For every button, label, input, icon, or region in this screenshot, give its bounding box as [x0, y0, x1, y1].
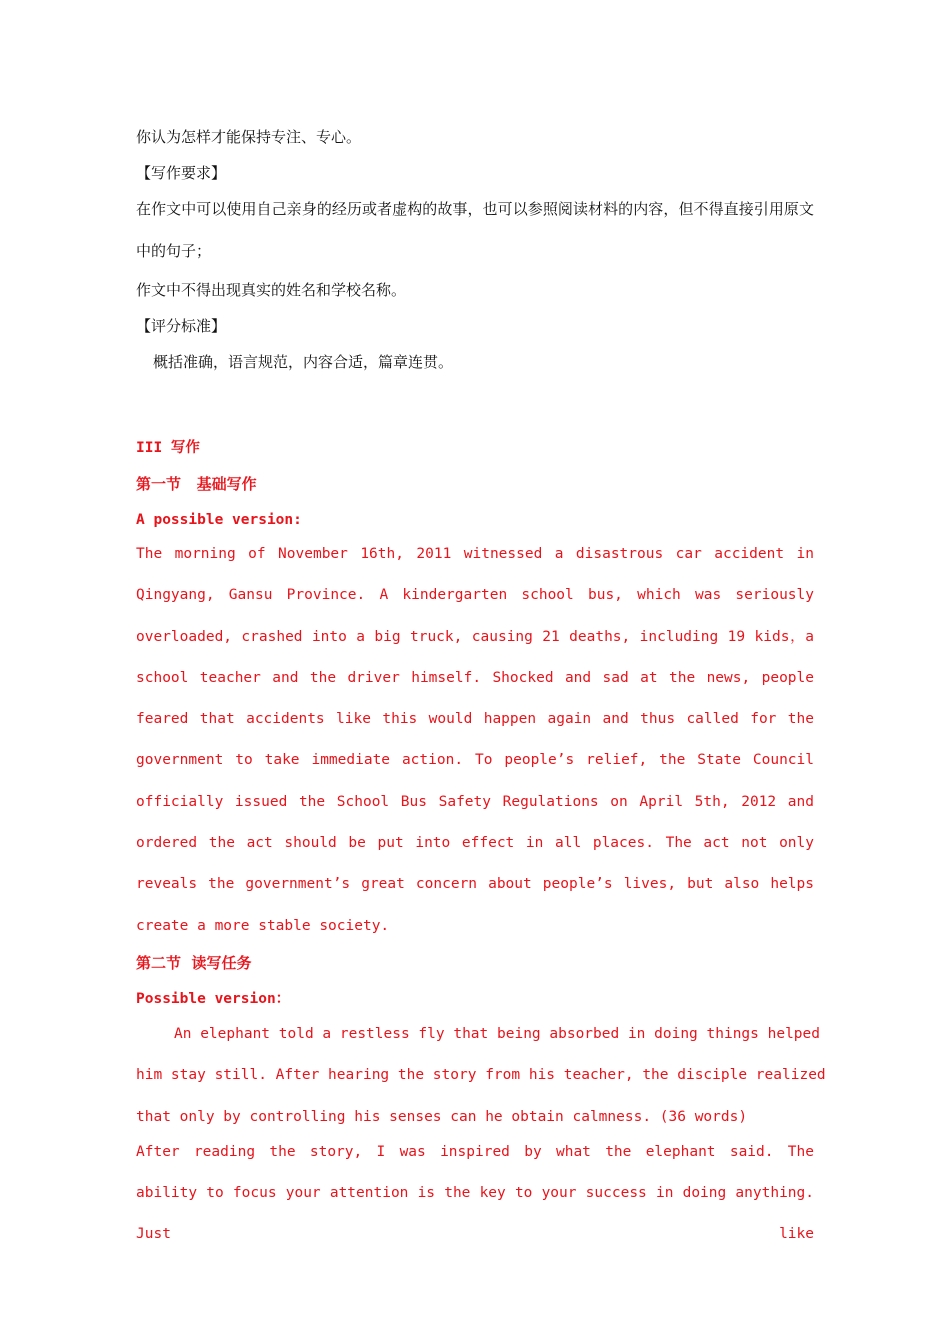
section-title: III 写作 [136, 440, 200, 456]
scoring-heading: 【评分标准】 [136, 317, 227, 335]
part1-label: A possible version: [136, 512, 302, 528]
requirement-1: 在作文中可以使用自己亲身的经历或者虚构的故事，也可以参照阅读材料的内容，但不得直接引用原文中的句子； [136, 200, 814, 260]
requirements-heading: 【写作要求】 [136, 164, 227, 182]
part2-essay: After reading the story, I was inspired by what the elephant said. The ability to focus your attention is the key to your success in doing anything. Just like [136, 1143, 814, 1243]
summary-line: An elephant told a restless fly that being absorbed in doing things helped [174, 1025, 821, 1042]
requirement-2: 作文中不得出现真实的姓名和学校名称。 [136, 281, 407, 299]
summary-line: that only by controlling his senses can he obtain calmness. (36 words) [136, 1108, 748, 1125]
document-page [136, 122, 826, 1256]
part2-summary [136, 1014, 826, 1138]
scoring-text: 概括准确，语言规范，内容合适，篇章连贯。 [153, 353, 454, 371]
prompt-line: 你认为怎样才能保持专注、专心。 [136, 128, 362, 146]
summary-line: him stay still. After hearing the story from his teacher, the disciple realized [136, 1067, 826, 1084]
part2-title: 第二节 读写任务 [136, 953, 252, 972]
part1-model-essay: The morning of November 16th, 2011 witnessed a disastrous car accident in Qingyang, Gansu Province. A kindergarten school bus, which was seriously overloaded, crashed into a big truck, causing 21 deaths, including 19 kids，a school teacher and the driver himself. Shocked and sad at the news, people feared that accidents like this would happen again and thus called for the government to take immediate action. To people’s relief, the State Council officially issued the School Bus Safety Regulations on April 5th, 2012 and ordered the act should be put into effect in all places. The act not only reveals the government’s great concern about people’s lives, but also helps create a more stable society. [136, 546, 814, 934]
part1-title: 第一节 基础写作 [136, 475, 257, 493]
part2-label: Possible version： [136, 990, 291, 1007]
